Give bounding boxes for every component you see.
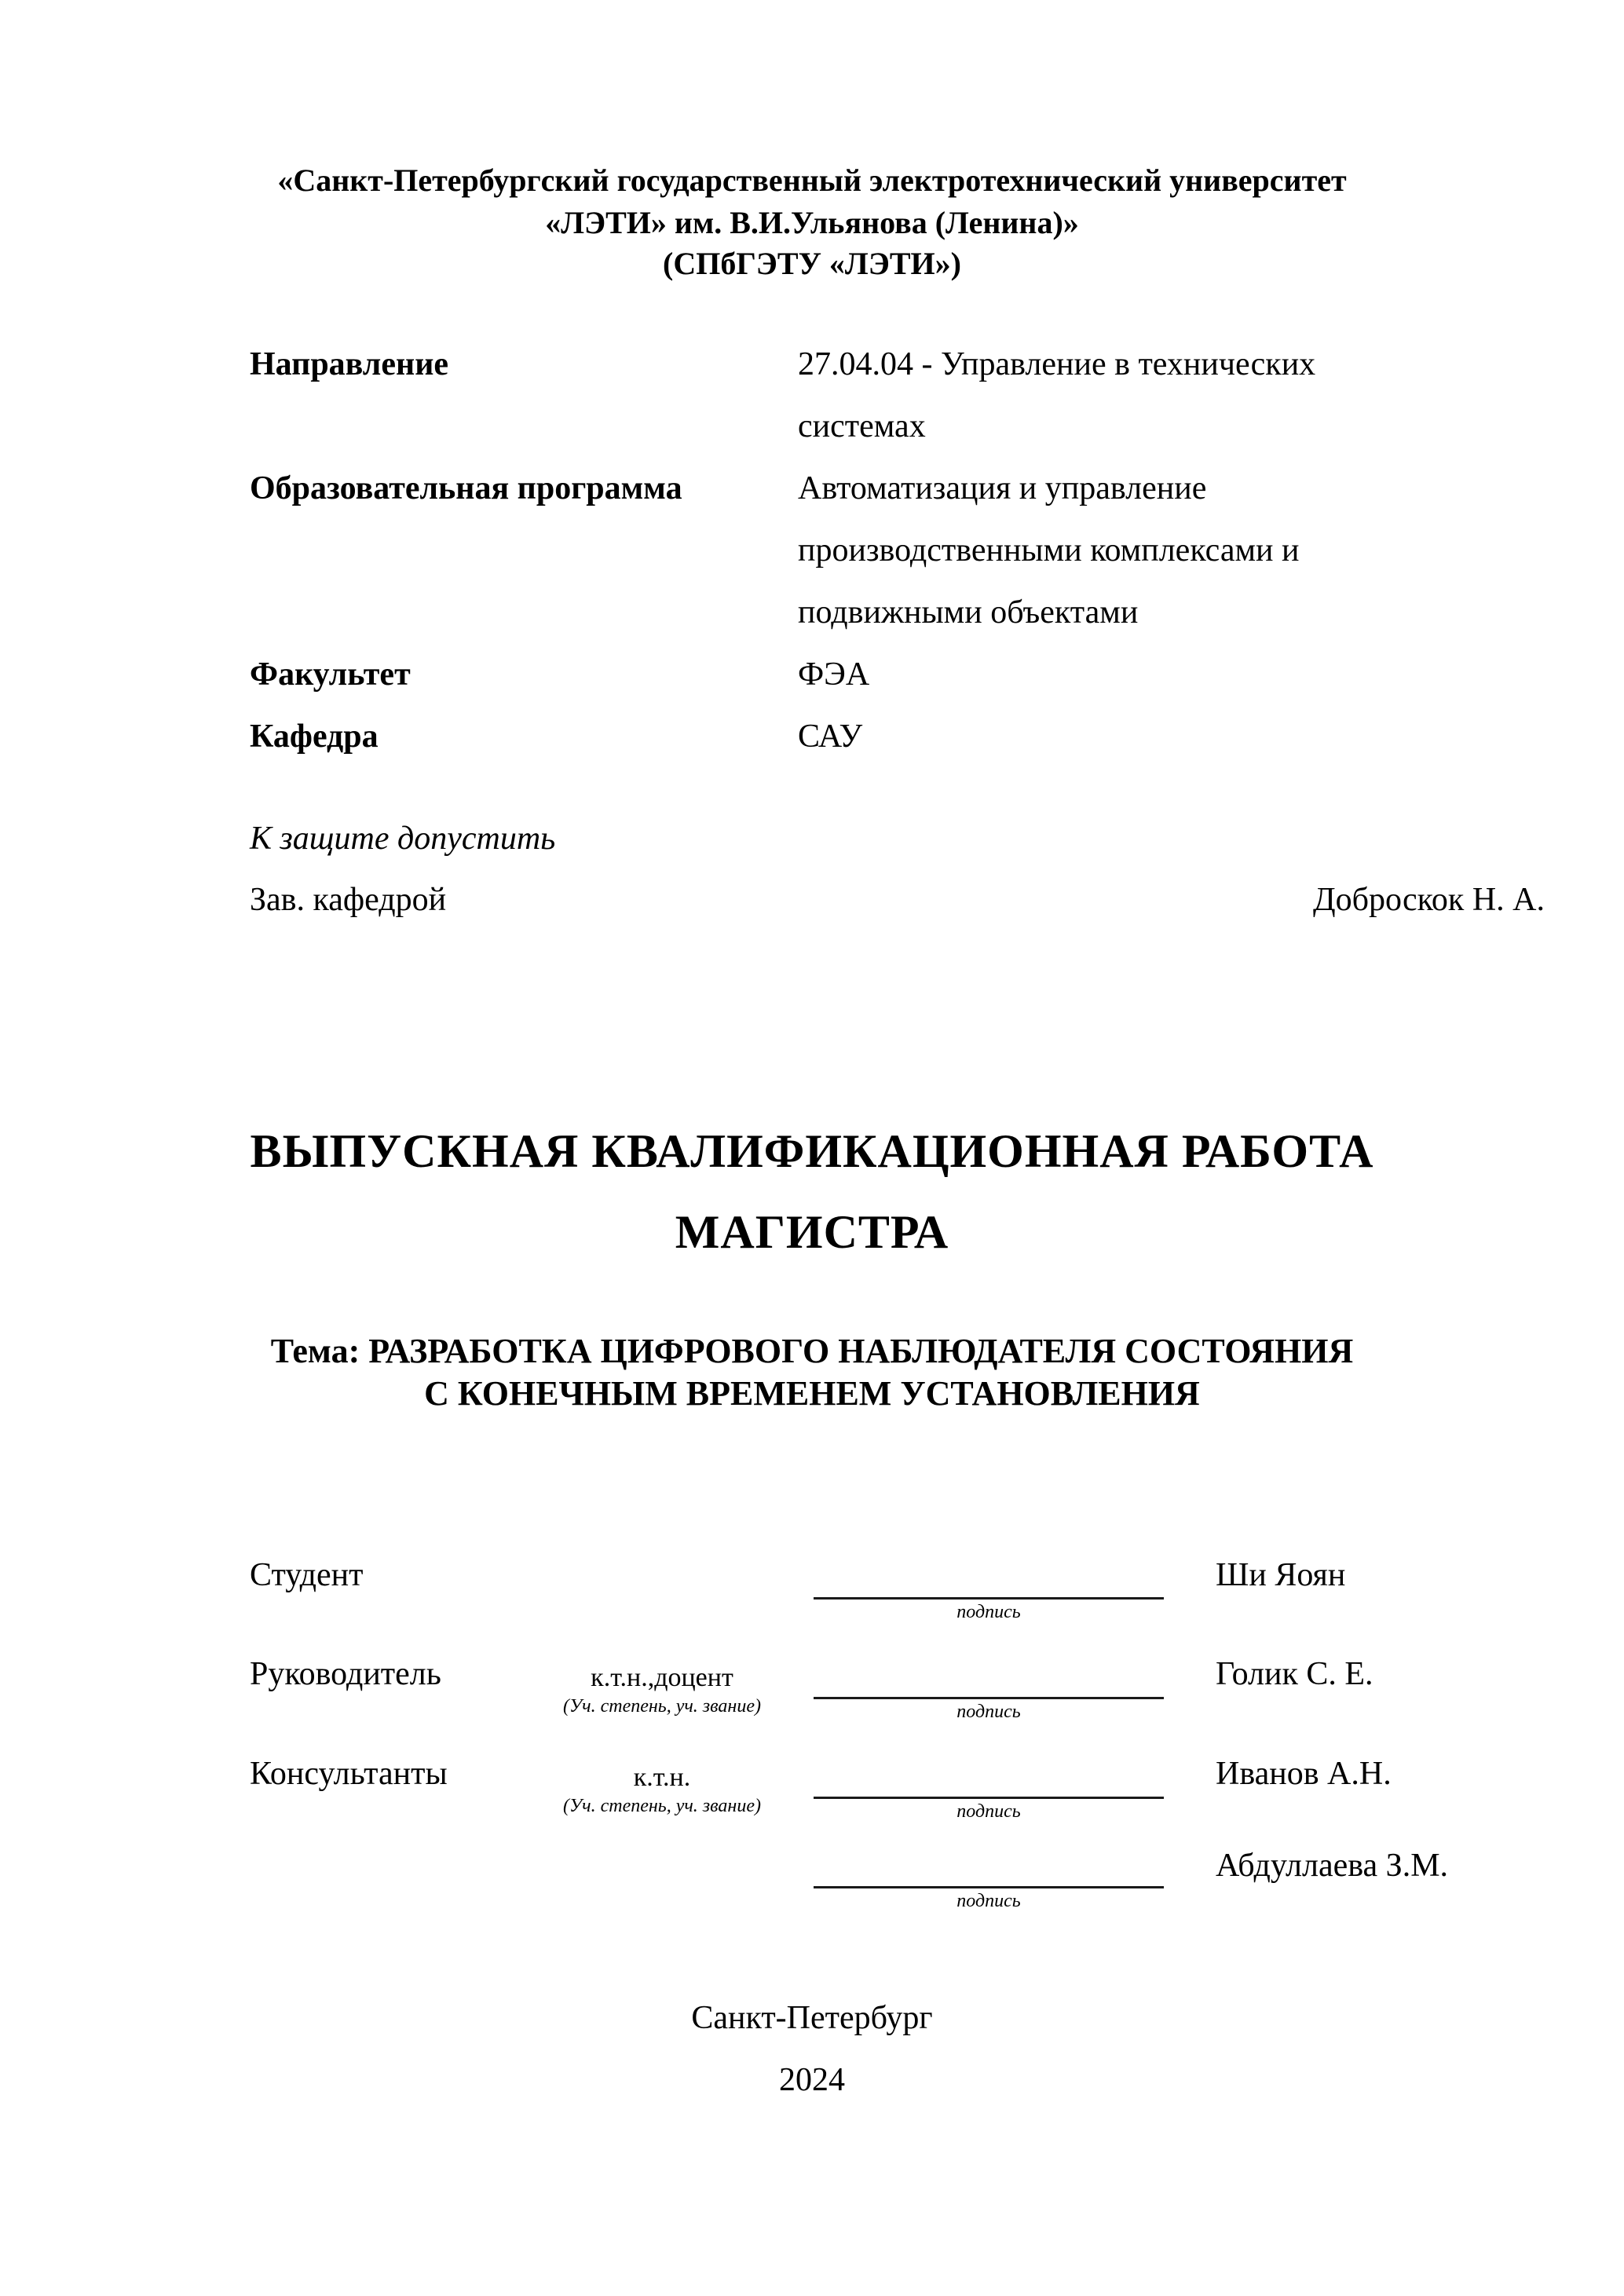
student-role: Студент: [250, 1557, 364, 1593]
program-value-line2: производственными комплексами и: [798, 532, 1300, 569]
student-signature-line: [814, 1597, 1164, 1600]
direction-value-line2: системах: [798, 408, 926, 444]
topic-line2: С КОНЕЧНЫМ ВРЕМЕНЕМ УСТАНОВЛЕНИЯ: [424, 1374, 1200, 1413]
consultant2-signature-line: [814, 1886, 1164, 1888]
document-title-line2: МАГИСТРА: [675, 1206, 949, 1258]
program-value-line3: подвижными объектами: [798, 594, 1139, 631]
student-signature-caption: подпись: [956, 1602, 1021, 1622]
supervisor-name: Голик С. Е.: [1216, 1656, 1373, 1692]
university-abbreviation: (СПбГЭТУ «ЛЭТИ»): [663, 246, 961, 281]
document-title-line1: ВЫПУСКНАЯ КВАЛИФИКАЦИОННАЯ РАБОТА: [250, 1125, 1374, 1177]
consultant2-name: Абдуллаева З.М.: [1216, 1848, 1449, 1884]
consultant1-signature-line: [814, 1797, 1164, 1799]
admission-note: К защите допустить: [250, 821, 556, 857]
head-of-department-name: Доброскок Н. А.: [1312, 882, 1545, 918]
topic-line1: Тема: РАЗРАБОТКА ЦИФРОВОГО НАБЛЮДАТЕЛЯ СОСТОЯНИЯ: [270, 1332, 1354, 1370]
university-name-line2: «ЛЭТИ» им. В.И.Ульянова (Ленина)»: [545, 205, 1079, 240]
year: 2024: [779, 2062, 845, 2098]
city: Санкт-Петербург: [691, 2000, 933, 2036]
supervisor-credentials-caption: (Уч. степень, уч. звание): [563, 1696, 761, 1717]
department-value: САУ: [798, 718, 863, 755]
consultant-credentials: к.т.н.: [633, 1763, 691, 1792]
direction-label: Направление: [250, 346, 449, 382]
supervisor-role: Руководитель: [250, 1656, 441, 1692]
program-label: Образовательная программа: [250, 470, 682, 506]
supervisor-signature-line: [814, 1697, 1164, 1699]
consultant-credentials-caption: (Уч. степень, уч. звание): [563, 1796, 761, 1816]
supervisor-credentials: к.т.н.,доцент: [591, 1663, 733, 1692]
consultant2-signature-caption: подпись: [956, 1891, 1021, 1911]
faculty-label: Факультет: [250, 656, 411, 693]
supervisor-signature-caption: подпись: [956, 1702, 1021, 1722]
consultant1-name: Иванов А.Н.: [1216, 1756, 1392, 1792]
faculty-value: ФЭА: [798, 656, 870, 693]
direction-value-line1: 27.04.04 - Управление в технических: [798, 346, 1316, 382]
program-value-line1: Автоматизация и управление: [798, 470, 1207, 506]
university-name-line1: «Санкт-Петербургский государственный электротехнический университет: [277, 163, 1347, 198]
department-label: Кафедра: [250, 718, 379, 755]
consultant1-signature-caption: подпись: [956, 1801, 1021, 1822]
consultants-role: Консультанты: [250, 1756, 448, 1792]
student-name: Ши Яоян: [1216, 1557, 1346, 1593]
head-of-department-label: Зав. кафедрой: [250, 882, 447, 918]
